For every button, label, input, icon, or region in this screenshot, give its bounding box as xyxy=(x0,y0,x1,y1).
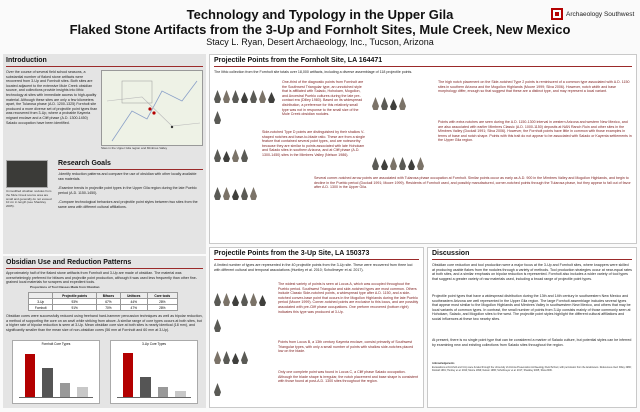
table-cell: 44% xyxy=(120,299,147,305)
chart-bar xyxy=(60,383,71,397)
table-header: Bifaces xyxy=(96,293,120,299)
threeup-intro: A limited number of types are represented in the 40 projectile points from the 3-Up site. These were recovered from three loci with different cultural and temporal associations (Huntley et al. 2010; Schollmeyer et al. 2017). xyxy=(214,263,413,272)
table-header: Core tools xyxy=(147,293,177,299)
obsidian-text-2: Obsidian cores were successfully reduced using freehand hard-hammer percussion techniques as well as bipolar reduction, a method of supporting the core on an anvil while striking from above. A similar range of core types occurs at both sites, but a higher rate of bipolar reduction is seen at 3-Up. Mean obsidian core size at both sites is nearly identical (18 mm), and significantly smaller than the mean size of non-obsidian cores (56 mm at Fornholt and 60 mm at 3-Up). xyxy=(6,314,203,332)
obsidian-nodules-photo xyxy=(6,160,48,188)
fornholt-rule xyxy=(214,66,632,67)
point-photo xyxy=(250,293,257,306)
fornholt-group-1: One-third of the diagnostic points from Fornholt are the Southwest Triangular type, an unnotched style that is affiliated with Salado, Hohokam, Mogollon, and Ancestral Pueblo cultures during the late pre-contact era (Dilley 1980). Based on its widespread distribution, a preference for this relatively small type was not in response to the small size of the Mule Creek obsidian nodules. xyxy=(282,80,364,117)
map-caption: Sites in the Upper Gila region and Mimbres Valley xyxy=(101,147,168,150)
poster-authors: Stacy L. Ryan, Desert Archaeology, Inc., Tucson, Arizona xyxy=(206,37,434,47)
point-photo xyxy=(390,157,397,170)
table-cell: 28% xyxy=(147,305,177,311)
table-cell: 3-Up xyxy=(29,299,53,305)
chart-title: Fornholt Core Types xyxy=(41,342,71,346)
point-photo xyxy=(223,187,230,200)
fornholt-group-4: Points with extra notches are seen during the A.D. 1150-1300 interval in western Arizona and western New Mexico, and are also associated with earlier Mimbres Classic (A.D. 1000-1150) deposits at NAN Ranch Ruin and other sites in the Mimbres Valley (Dockall 1991; Sliva 2006). However, the Fornholt points have little in common with those examples in terms of base and notch shape. Points with this trait do not appear to be associated with Salado or Kayenta settlements in the Upper Gila region. xyxy=(438,120,632,143)
discussion-p2: Projectile point types that have a widespread distribution during the 13th and 14th century in southwestern New Mexico and southeastern Arizona are well represented in the Upper Gila region. The large Fornholt assemblage includes several types that appear most similar to the Mogollon Highlands and Mimbres Valley in southwestern New Mexico, and others that may be local variants of common types. In contrast, the small number of points from 3-Up consists mainly of those commonly seen at Hohokam, Salado, and Mogollon sites to the west. The projectile point styles highlight the different cultural affiliations and social influences at these two nearby sites. xyxy=(432,294,631,321)
point-photo xyxy=(417,157,424,170)
table-cell: 47% xyxy=(120,305,147,311)
table-row xyxy=(29,305,178,311)
research-goal-3: -Compare technological behaviors and projectile point styles between two sites from the same area with different cultural affiliations. xyxy=(58,200,198,209)
discussion-heading: Discussion xyxy=(432,250,470,257)
region-map xyxy=(101,70,203,146)
chart-bar xyxy=(25,354,36,397)
chart-bar xyxy=(123,353,134,397)
research-rule xyxy=(58,169,203,170)
fornholt-heading: Projectile Points from the Fornholt Site, LA 164471 xyxy=(214,57,383,64)
acknowledgements-heading: Acknowledgements xyxy=(432,362,455,365)
point-photo xyxy=(241,293,248,306)
point-photo xyxy=(399,157,406,170)
point-photo xyxy=(241,351,248,364)
obsidian-rule xyxy=(6,268,203,269)
logo-text: Archaeology Southwest xyxy=(566,10,635,18)
point-photo xyxy=(223,151,230,162)
discussion-p3: At present, there is no single point type that can be considered a marker of Salado culture, but potential styles can be inferred by examining new and existing collections from Salado sites throughout the region. xyxy=(432,338,632,347)
point-photo xyxy=(259,90,266,103)
point-photo xyxy=(372,97,379,110)
fornholt-intro: The lithic collection from the Fornholt site totals over 18,000 artifacts, including a diverse assemblage of 118 projectile points. xyxy=(214,70,413,74)
point-photo xyxy=(214,187,221,200)
point-photo xyxy=(214,111,221,124)
chart-bar xyxy=(140,377,151,397)
table-cell: 91% xyxy=(53,305,97,311)
side-notched-2-points xyxy=(372,80,432,110)
point-photo xyxy=(223,90,230,103)
point-photo xyxy=(232,90,239,103)
region-map-icon xyxy=(102,71,203,146)
threeup-group-2: Points from Locus B, a 13th century Kayenta enclave, consist primarily of Southwest Triangular types, with only a small number of points with shallow side-notches placed low on the blade. xyxy=(278,340,414,354)
locus-a-points xyxy=(214,282,274,332)
point-photo xyxy=(232,149,239,162)
threeup-core-chart xyxy=(110,340,198,404)
discussion-p1: Obsidian core reduction and tool production were a major focus at the 3-Up and Fornholt sites, where knappers were skilled at producing usable flakes from the nodules through a variety of methods. Tool production strategies occur at near-equal rates at both sites, and a similar emphasis on bipolar reduction is represented. Fornholt also includes a wider variety of tool types that suggest a greater variety of raw materials used, including a broad range of projectile point types. xyxy=(432,263,632,281)
point-photo xyxy=(241,149,248,162)
point-photo xyxy=(250,90,257,103)
poster-subtitle: Flaked Stone Artifacts from the 3-Up and Fornholt Sites, Mule Creek, New Mexico xyxy=(69,22,571,37)
point-photo xyxy=(381,97,388,110)
extra-notch-points xyxy=(372,120,432,170)
southwest-triangular-points xyxy=(214,84,278,124)
locus-b-points xyxy=(214,340,274,364)
point-photo xyxy=(259,295,266,306)
point-photo xyxy=(223,293,230,306)
point-photo xyxy=(241,92,248,103)
threeup-group-3: Only one complete point was found in Locus C, a Cliff phase Salado occupation. Although the blade shape is irregular, the notch placement and base shape is consistent with those found at post-A.D. 1300 sites throughout the region. xyxy=(278,370,419,384)
table-cell: Fornholt xyxy=(29,305,53,311)
research-goal-1: -Identify reduction patterns and compare the use of obsidian with other locally available raw materials. xyxy=(58,172,197,181)
intro-rule xyxy=(6,66,203,67)
obsidian-table-title: Proportions of Tool Classes Made from Obsidian xyxy=(30,286,100,289)
point-photo xyxy=(232,295,239,306)
obsidian-table xyxy=(28,292,178,311)
chart-bar xyxy=(42,368,53,397)
point-photo xyxy=(372,157,379,170)
point-photo xyxy=(232,189,239,200)
chart-title: 3-Up Core Types xyxy=(141,342,167,346)
point-photo xyxy=(390,99,397,110)
point-photo xyxy=(223,351,230,364)
obsidian-text: Approximately half of the flaked stone artifacts from Fornholt and 3-Up are made of obsidian. The material was overwhelmingly preferred for bifaces and projectile point production, although it was used less frequently than other fine-grained local materials for scrapers and expedient tools. xyxy=(6,271,197,285)
corner-notched-points xyxy=(214,178,314,200)
threeup-rule xyxy=(214,259,419,260)
fornholt-group-5: Several corner-notched arrow points are associated with Tularosa phase occupation at Fornholt. Similar points occur as early as A.D. 900 in the Mimbres Valley and Mogollon Highlands, and begin to decline in the Pueblo period (Dockall 1991; Moore 1999). Residents of Fornholt used, and possibly manufactured, corner-notched points through the Tularosa phase, but they appear to fall out of favor after A.D. 1300 in the Upper Gila. xyxy=(314,176,631,190)
table-cell: 70% xyxy=(96,305,120,311)
chart-axis xyxy=(19,397,93,398)
threeup-heading: Projectile Points from the 3-Up Site, LA 150373 xyxy=(214,250,370,257)
table-header: Unifaces xyxy=(120,293,147,299)
poster-title: Technology and Typology in the Upper Gila xyxy=(186,7,454,22)
point-photo xyxy=(250,187,257,200)
point-photo xyxy=(214,293,221,306)
chart-axis xyxy=(117,397,191,398)
point-photo xyxy=(268,92,275,103)
discussion-rule xyxy=(432,259,632,260)
research-goals-heading: Research Goals xyxy=(58,160,111,167)
fornholt-group-3: The high notch placement on the Side-notched Type 2 points is reminiscent of a common type associated with A.D. 1150 sites in southern Arizona and the Mogollon Highlands (Moore 1999; Sliva 2006). However, notch width and base morphology differ, enough so that suggest that these are a distinct type, and may represent a local variant. xyxy=(438,80,630,94)
intro-text: Over the course of several field school seasons, a substantial number of flaked stone artifacts were recovered from 3-Up and Fornholt sites. Both sites are located adjacent to the extensive Mule Creek obsidian source, and collections provide insights into lithic technology at sites with immediate access to high-quality material. Although these sites are only a few kilometers apart, the Tularosa phase (A.D. 1200-1325) Fornholt site produced a more diverse set of projectile point types than was recovered from 3-Up, where a probable Kayenta migrant enclave and a Cliff phase (A.D. 1300-1450) Salado occupation have been identified. xyxy=(6,70,98,125)
threeup-group-1: The widest variety of points is seen at Locus A, which was occupied throughout the Pueblo period. Southwest Triangular and side-notched types are most common. Others include Classic Side-notched points, a widespread type after A.D. 1150, and a side-notched convex-base point that occurs in the Mogollon Highlands during the late Pueblo period (Moore 1999). Corner-notched points are exclusive to this locus, and are possibly associated with pre-Cliff phase occupations. One preform recovered (bottom right) indicates this type was produced at 3-Up. xyxy=(278,282,419,314)
point-photo xyxy=(241,187,248,200)
fornholt-core-chart xyxy=(12,340,100,404)
references-text: Excavations at Fornholt and 3-Up were funded through the University of Arizona Preservation Archaeology Field School, with permission from the landowners. References cited: Dilley 1980; Dockall 1991; Huntley et al. 2010; Moore 1999; Nelson 1986; Schollmeyer et al. 2017; Shackley 2005; Sliva 2006. xyxy=(432,366,632,372)
table-cell: 28% xyxy=(147,299,177,305)
table-header: Projectile points xyxy=(53,293,97,299)
obsidian-heading: Obsidian Use and Reduction Patterns xyxy=(6,259,132,266)
point-photo xyxy=(399,97,406,110)
point-photo xyxy=(214,149,221,162)
point-photo xyxy=(408,159,415,170)
side-notched-d-points xyxy=(214,134,262,162)
point-photo xyxy=(232,353,239,364)
table-cell: 93% xyxy=(53,299,97,305)
point-photo xyxy=(381,159,388,170)
point-photo xyxy=(214,351,221,364)
point-photo xyxy=(214,319,221,332)
locus-c-points xyxy=(214,372,274,396)
intro-heading: Introduction xyxy=(6,57,47,64)
fornholt-group-2: Side-notched Type D points are distinguished by their shallow V-shaped notches and base-to-blade ratio. These are from a single feature that contained several point types, and are noteworthy because they are similar to points associated with late Hohokam and Salado sites in southern Arizona, and at Cliff phase (A.D. 1300-1450) sites in the Mimbres Valley (Nelson 1986). xyxy=(262,130,366,157)
logo-mark-icon xyxy=(551,8,563,20)
table-cell: 67% xyxy=(96,299,120,305)
archaeology-southwest-logo xyxy=(551,6,637,22)
photo-caption: Unmodified obsidian nodules from the Mule Creek source area are small and generally do not exceed 10 cm in length (see Shackley 2005). xyxy=(6,190,52,209)
research-goal-2: -Examine trends in projectile point types in the Upper Gila region during the late Pueblo period (A.D. 1150-1450). xyxy=(58,186,197,195)
point-photo xyxy=(214,383,221,396)
point-photo xyxy=(214,90,221,103)
